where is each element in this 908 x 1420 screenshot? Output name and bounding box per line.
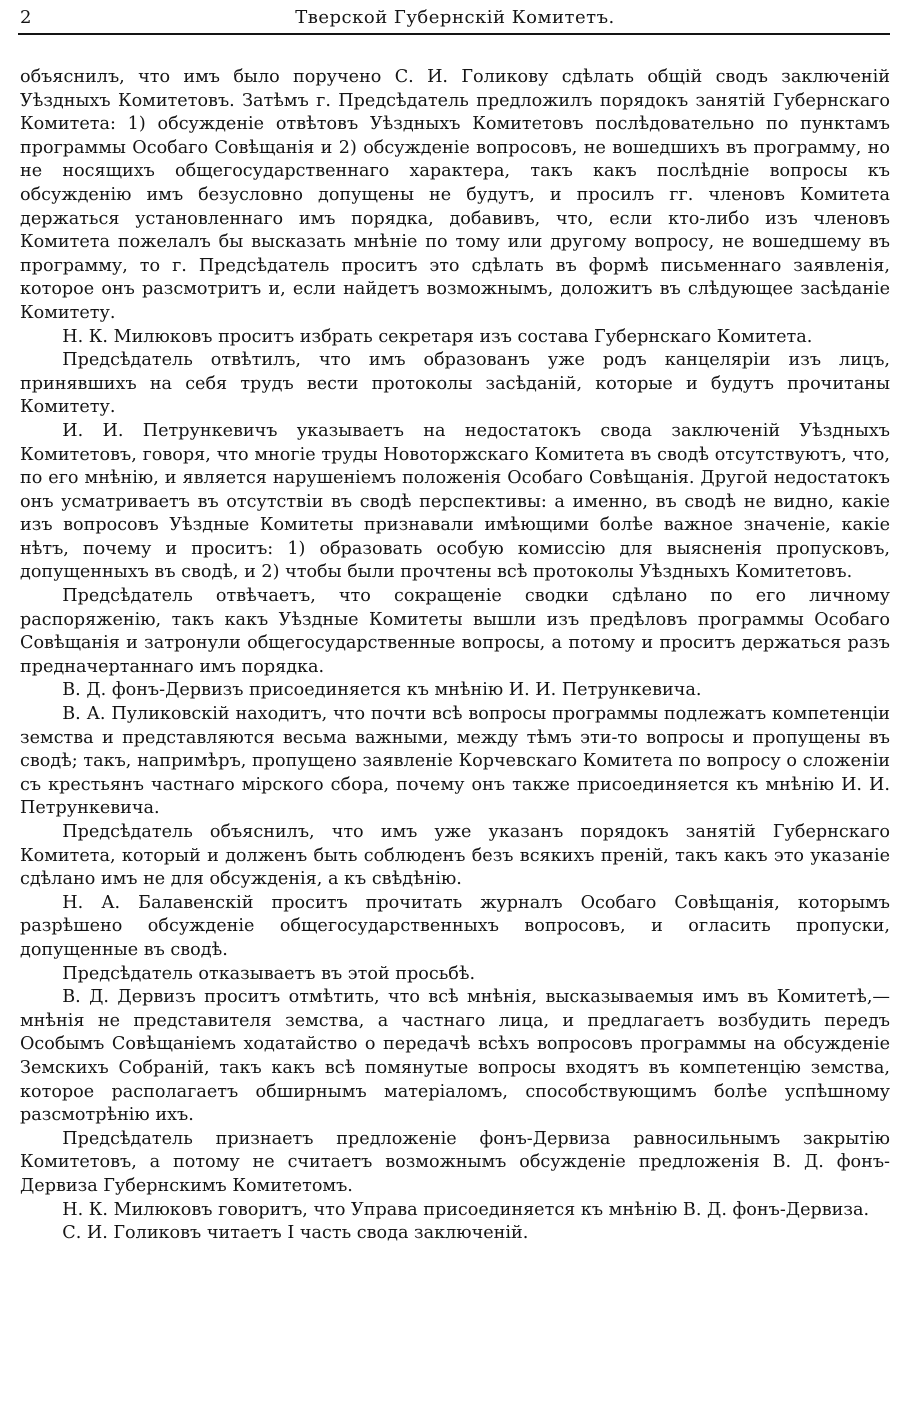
- header-rule: [18, 33, 890, 35]
- paragraph: Н. К. Милюковъ говоритъ, что Управа присоединяется къ мнѣнію В. Д. фонъ-Дервиза.: [62, 1199, 870, 1220]
- paragraph: Предсѣдатель отвѣтилъ, что имъ образованъ уже родъ канцеляріи изъ лицъ, принявшихъ на себя трудъ вести протоколы засѣданій, которые и будутъ прочитаны Комитету.: [20, 350, 890, 418]
- paragraph: Н. К. Милюковъ проситъ избрать секретаря изъ состава Губернскаго Комитета.: [62, 326, 813, 347]
- running-head: [20, 4, 890, 34]
- paragraph: И. И. Петрункевичъ указываетъ на недостатокъ свода заключеній Уѣздныхъ Комитетовъ, говоря, что многіе труды Новоторжскаго Комитета въ сводѣ отсутствуютъ, что, по его мнѣнію, и является нарушеніемъ положенія Особаго Совѣщанія. Другой недостатокъ онъ усматриваетъ въ отсутствіи въ сводѣ перспективы: а именно, въ сводѣ не видно, какіе изъ вопросовъ Уѣздные Комитеты признавали имѣющими болѣе важное значеніе, какіе нѣтъ, почему и проситъ: 1) образовать особую комиссію для выясненія пропусковъ, допущенныхъ въ сводѣ, и 2) чтобы были прочтены всѣ протоколы Уѣздныхъ Комитетовъ.: [20, 420, 890, 583]
- running-title: Тверской Губернскій Комитетъ.: [295, 7, 615, 28]
- paragraph: Предсѣдатель отказываетъ въ этой просьбѣ.: [62, 963, 476, 984]
- paragraph: Н. А. Балавенскій проситъ прочитать журналъ Особаго Совѣщанія, которымъ разрѣшено обсужденіе общегосударственныхъ вопросовъ, и огласить пропуски, допущенные въ сводѣ.: [20, 892, 890, 960]
- page-number: 2: [20, 7, 32, 28]
- paragraph: В. Д. Дервизъ проситъ отмѣтить, что всѣ мнѣнія, высказываемыя имъ въ Комитетѣ,—мнѣнія не представителя земства, а частнаго лица, и предлагаетъ возбудить передъ Особымъ Совѣщаніемъ ходатайство о передачѣ всѣхъ вопросовъ программы на обсужденіе Земскихъ Собраній, такъ какъ всѣ помянутые вопросы входятъ въ компетенцію земства, которое располагаетъ обширнымъ матеріаломъ, способствующимъ болѣе успѣшному разсмотрѣнію ихъ.: [20, 987, 890, 1126]
- paragraph: В. А. Пуликовскій находитъ, что почти всѣ вопросы программы подлежатъ компетенціи земства и представляются весьма важными, между тѣмъ эти-то вопросы и пропущены въ сводѣ; такъ, напримѣръ, пропущено заявленіе Корчевскаго Комитета по вопросу о сложеніи съ крестьянъ частнаго мірского сбора, почему онъ также присоединяется къ мнѣнію И. И. Петрункевича.: [20, 704, 890, 819]
- body-text: [20, 66, 890, 1246]
- paragraph: С. И. Голиковъ читаетъ I часть свода заключеній.: [62, 1223, 529, 1244]
- paragraph: Предсѣдатель признаетъ предложеніе фонъ-Дервиза равносильнымъ закрытію Комитетовъ, а потому не считаетъ возможнымъ обсужденіе предложенія В. Д. фонъ-Дервиза Губернскимъ Комитетомъ.: [20, 1128, 890, 1196]
- paragraph: объяснилъ, что имъ было поручено С. И. Голикову сдѣлать общій сводъ заключеній Уѣздныхъ Комитетовъ. Затѣмъ г. Предсѣдатель предложилъ порядокъ занятій Губернскаго Комитета: 1) обсужденіе отвѣтовъ Уѣздныхъ Комитетовъ послѣдовательно по пунктамъ программы Особаго Совѣщанія и 2) обсужденіе вопросовъ, не вошедшихъ въ программу, но не носящихъ общегосударственнаго характера, такъ какъ послѣдніе вопросы къ обсужденію имъ безусловно допущены не будутъ, и просилъ гг. членовъ Комитета держаться установленнаго имъ порядка, добавивъ, что, если кто-либо изъ членовъ Комитета пожелалъ бы высказать мнѣніе по тому или другому вопросу, не вошедшему въ программу, то г. Предсѣдатель проситъ это сдѣлать въ формѣ письменнаго заявленія, которое онъ разсмотритъ и, если найдетъ возможнымъ, доложитъ въ слѣдующее засѣданіе Комитету.: [20, 67, 890, 323]
- paragraph: Предсѣдатель отвѣчаетъ, что сокращеніе сводки сдѣлано по его личному распоряженію, такъ какъ Уѣздные Комитеты вышли изъ предѣловъ программы Особаго Совѣщанія и затронули общегосударственные вопросы, а потому и проситъ держаться разъ предначертаннаго имъ порядка.: [20, 586, 890, 677]
- paragraph: В. Д. фонъ-Дервизъ присоединяется къ мнѣнію И. И. Петрункевича.: [62, 680, 702, 701]
- paragraph: Предсѣдатель объяснилъ, что имъ уже указанъ порядокъ занятій Губернскаго Комитета, который и долженъ быть соблюденъ безъ всякихъ преній, такъ какъ это указаніе сдѣлано имъ не для обсужденія, а къ свѣдѣнію.: [20, 822, 890, 890]
